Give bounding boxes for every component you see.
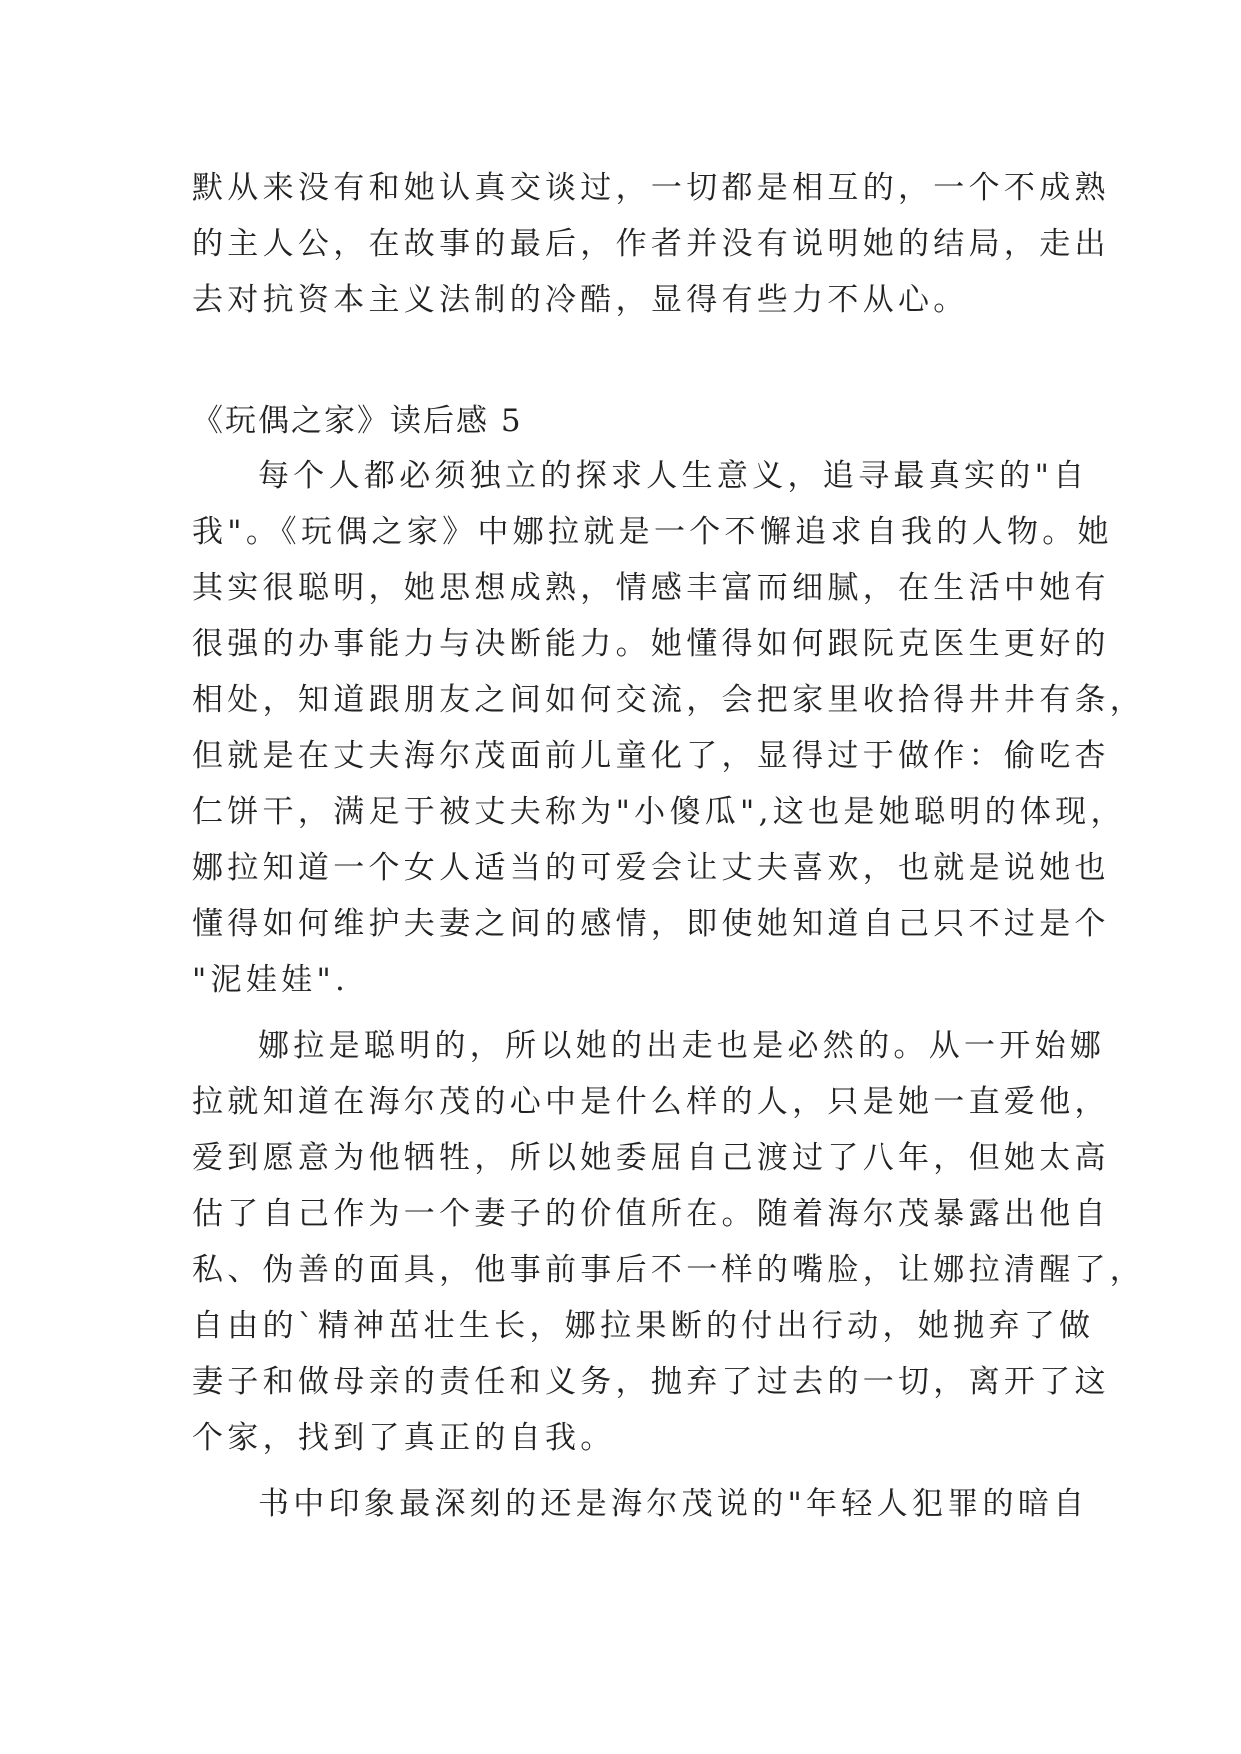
text-line: 妻子和做母亲的责任和义务，抛弃了过去的一切，离开了这 xyxy=(192,1364,1110,1400)
text-line: 估了自己作为一个妻子的价值所在。随着海尔茂暴露出他自 xyxy=(192,1196,1110,1232)
text-line: 娜拉知道一个女人适当的可爱会让丈夫喜欢，也就是说她也 xyxy=(192,850,1110,886)
text-line: 爱到愿意为他牺牲，所以她委屈自己渡过了八年，但她太高 xyxy=(192,1140,1110,1176)
text-line: 的主人公，在故事的最后，作者并没有说明她的结局，走出 xyxy=(192,226,1110,262)
text-line: 其实很聪明，她思想成熟，情感丰富而细腻，在生活中她有 xyxy=(192,570,1110,606)
text-line: 很强的办事能力与决断能力。她懂得如何跟阮克医生更好的 xyxy=(192,626,1110,662)
text-line: 但就是在丈夫海尔茂面前儿童化了，显得过于做作：偷吃杏 xyxy=(192,738,1110,774)
text-line: 私、伪善的面具，他事前事后不一样的嘴脸，让娜拉清醒了， xyxy=(192,1252,1146,1288)
text-line: 娜拉是聪明的，所以她的出走也是必然的。从一开始娜 xyxy=(258,1028,1106,1064)
text-line: 默从来没有和她认真交谈过，一切都是相互的，一个不成熟 xyxy=(192,170,1110,206)
text-line: 拉就知道在海尔茂的心中是什么样的人，只是她一直爱他， xyxy=(192,1084,1110,1120)
section-heading: 《玩偶之家》读后感 5 xyxy=(192,403,523,439)
text-line: 每个人都必须独立的探求人生意义，追寻最真实的"自 xyxy=(258,458,1089,494)
text-line: 相处，知道跟朋友之间如何交流，会把家里收拾得井井有条， xyxy=(192,682,1146,718)
text-line: 我"。《玩偶之家》中娜拉就是一个不懈追求自我的人物。她 xyxy=(192,514,1113,550)
text-line: 书中印象最深刻的还是海尔茂说的"年轻人犯罪的暗自 xyxy=(258,1486,1089,1522)
text-line: 自由的`精神茁壮生长，娜拉果断的付出行动，她抛弃了做 xyxy=(192,1308,1095,1344)
text-line: "泥娃娃". xyxy=(192,962,350,998)
text-line: 懂得如何维护夫妻之间的感情，即使她知道自己只不过是个 xyxy=(192,906,1110,942)
text-line: 个家，找到了真正的自我。 xyxy=(192,1420,616,1456)
text-line: 去对抗资本主义法制的冷酷，显得有些力不从心。 xyxy=(192,282,969,318)
text-line: 仁饼干，满足于被丈夫称为"小傻瓜",这也是她聪明的体现， xyxy=(192,794,1126,830)
